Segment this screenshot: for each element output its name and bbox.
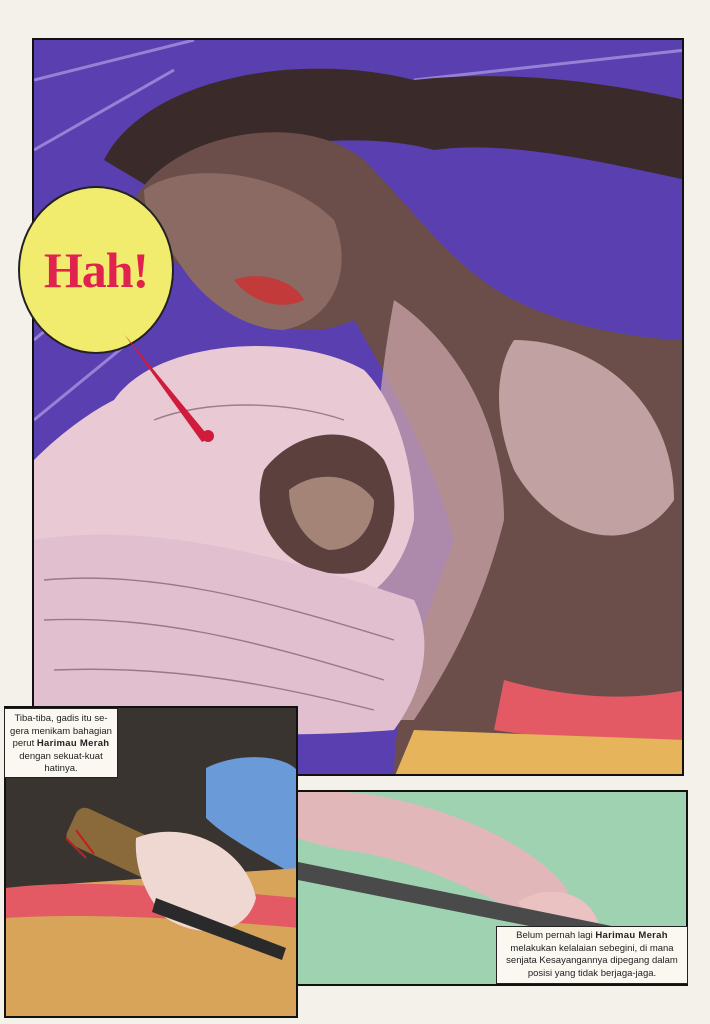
narration-caption-weapon xyxy=(496,926,688,984)
caption-line xyxy=(9,738,113,751)
character-name: Harimau Merah xyxy=(36,738,110,749)
caption-line: melakukan kelalaian sebegini, di mana xyxy=(510,942,674,954)
caption-line: senjata Kesayangannya dipegang dalam xyxy=(506,955,678,966)
caption-line: posisi yang tidak berjaga-jaga. xyxy=(527,967,657,979)
caption-text: perut xyxy=(12,738,37,749)
character-name: Harimau Merah xyxy=(595,930,668,941)
narration-caption-stab xyxy=(4,708,118,778)
balloon-tail xyxy=(118,330,218,450)
speech-balloon xyxy=(18,186,174,354)
caption-line: Tiba-tiba, gadis itu se- xyxy=(14,713,108,724)
balloon-text: Hah! xyxy=(43,242,149,298)
caption-text: Belum pernah lagi xyxy=(516,930,596,941)
caption-line: dengan sekuat-kuat xyxy=(19,750,103,762)
caption-line: hatinya. xyxy=(44,763,78,774)
caption-line: gera menikam bahagian xyxy=(10,725,112,737)
caption-line xyxy=(501,930,683,943)
